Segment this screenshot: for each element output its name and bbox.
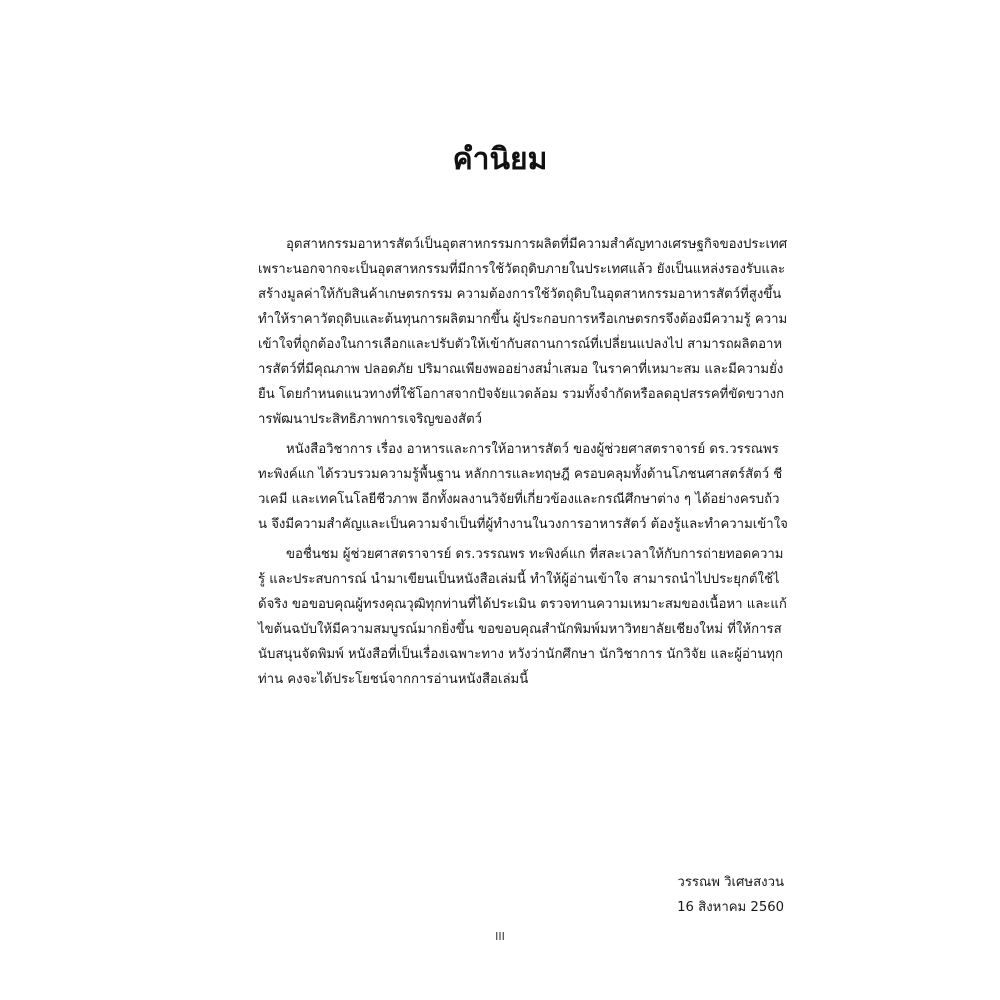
signature-block — [600, 870, 784, 920]
paragraph-2: หนังสือวิชาการ เรื่อง อาหารและการให้อาหารสัตว์ ของผู้ช่วยศาสตราจารย์ ดร.วรรณพร ทะพิงค์แก ได้รวบรวมความรู้พื้นฐาน หลักการและทฤษฎี ครอบคลุมทั้งด้านโภชนศาสตร์สัตว์ ชีวเคมี และเทคโนโลยีชีวภาพ อีกทั้งผลงานวิจัยที่เกี่ยวข้องและกรณีศึกษาต่าง ๆ ได้อย่างครบถ้วน จึงมีความสำคัญและเป็นความจำเป็นที่ผู้ทำงานในวงการอาหารสัตว์ ต้องรู้และทำความเข้าใจ — [258, 442, 788, 532]
paragraph-1: อุตสาหกรรมอาหารสัตว์เป็นอุตสาหกรรมการผลิตที่มีความสำคัญทางเศรษฐกิจของประเทศ เพราะนอกจากจะเป็นอุตสาหกรรมที่มีการใช้วัตถุดิบภายในประเทศแล้ว ยังเป็นแหล่งรองรับและสร้างมูลค่าให้กับสินค้าเกษตรกรรม ความต้องการใช้วัตถุดิบในอุตสาหกรรมอาหารสัตว์ที่สูงขึ้น ทำให้ราคาวัตถุดิบและต้นทุนการผลิตมากขึ้น ผู้ประกอบการหรือเกษตรกรจึงต้องมีความรู้ ความเข้าใจที่ถูกต้องในการเลือกและปรับตัวให้เข้ากับสถานการณ์ที่เปลี่ยนแปลงไป สามารถผลิตอาหารสัตว์ที่มีคุณภาพ ปลอดภัย ปริมาณเพียงพออย่างสม่ำเสมอ ในราคาที่เหมาะสม และมีความยั่งยืน โดยกำหนดแนวทางที่ใช้โอกาสจากปัจจัยแวดล้อม รวมทั้งจำกัดหรือลดอุปสรรคที่ขัดขวางการพัฒนาประสิทธิภาพการเจริญของสัตว์ — [258, 237, 788, 427]
signature-name: วรรณพ วิเศษสงวน — [677, 875, 784, 890]
foreword-body — [258, 232, 788, 697]
paragraph-3: ขอชื่นชม ผู้ช่วยศาสตราจารย์ ดร.วรรณพร ทะพิงค์แก ที่สละเวลาให้กับการถ่ายทอดความรู้ และประสบการณ์ นำมาเขียนเป็นหนังสือเล่มนี้ ทำให้ผู้อ่านเข้าใจ สามารถนำไปประยุกต์ใช้ได้จริง ขอขอบคุณผู้ทรงคุณวุฒิทุกท่านที่ได้ประเมิน ตรวจทานความเหมาะสมของเนื้อหา และแก้ไขต้นฉบับให้มีความสมบูรณ์มากยิ่งขึ้น ขอขอบคุณสำนักพิมพ์มหาวิทยาลัยเชียงใหม่ ที่ให้การสนับสนุนจัดพิมพ์ หนังสือที่เป็นเรื่องเฉพาะทาง หวังว่านักศึกษา นักวิชาการ นักวิจัย และผู้อ่านทุกท่าน คงจะได้ประโยชน์จากการอ่านหนังสือเล่มนี้ — [258, 547, 787, 687]
page-title: คำนิยม — [452, 142, 548, 177]
page-number: III — [495, 930, 505, 943]
signature-date: 16 สิงหาคม 2560 — [677, 900, 784, 915]
